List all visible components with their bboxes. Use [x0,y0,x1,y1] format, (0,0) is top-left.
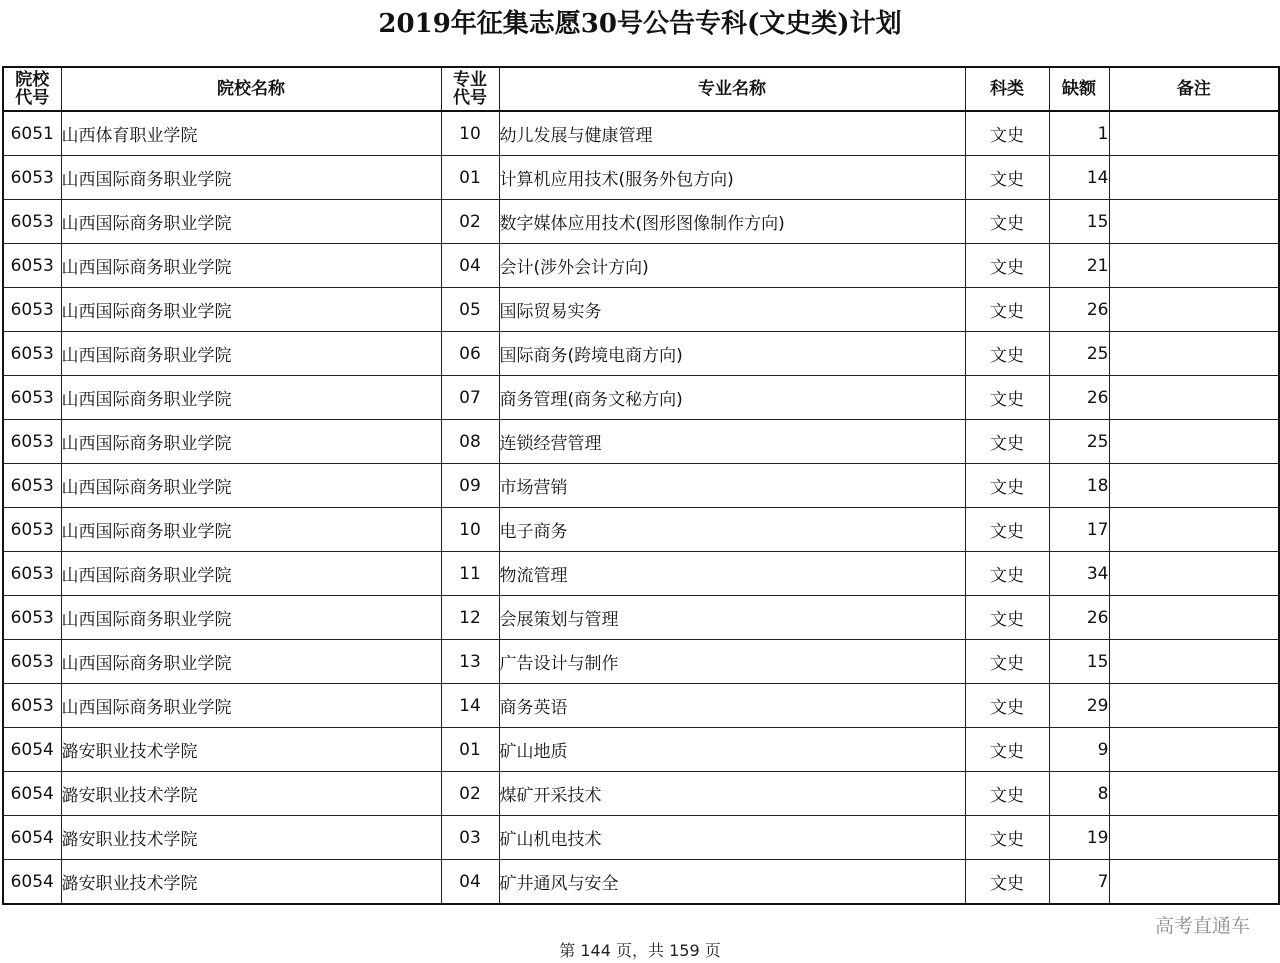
cell-category: 文史 [965,288,1049,332]
cell-major-code: 10 [441,111,499,156]
cell-school-code: 6054 [3,728,61,772]
cell-school-code: 6053 [3,156,61,200]
cell-school-name: 山西国际商务职业学院 [61,200,441,244]
cell-major-name: 电子商务 [499,508,965,552]
table-row [3,508,1279,552]
cell-major-name: 物流管理 [499,552,965,596]
plan-table [2,66,1280,905]
cell-school-name: 山西国际商务职业学院 [61,376,441,420]
table-header [3,67,1279,111]
table-body [3,111,1279,904]
cell-category: 文史 [965,508,1049,552]
cell-remarks [1109,552,1279,596]
cell-category: 文史 [965,552,1049,596]
table-row [3,860,1279,905]
cell-school-name: 山西国际商务职业学院 [61,464,441,508]
cell-school-name: 山西国际商务职业学院 [61,420,441,464]
header-school-code: 院校代号 [3,67,61,111]
cell-major-code: 10 [441,508,499,552]
cell-school-code: 6053 [3,552,61,596]
cell-school-name: 潞安职业技术学院 [61,816,441,860]
cell-major-name: 商务管理(商务文秘方向) [499,376,965,420]
cell-remarks [1109,596,1279,640]
table-row [3,552,1279,596]
header-quota: 缺额 [1049,67,1109,111]
cell-quota: 9 [1049,728,1109,772]
cell-category: 文史 [965,200,1049,244]
table-row [3,376,1279,420]
cell-quota: 14 [1049,156,1109,200]
cell-quota: 18 [1049,464,1109,508]
table-row [3,728,1279,772]
cell-school-code: 6053 [3,684,61,728]
cell-major-name: 国际贸易实务 [499,288,965,332]
cell-school-name: 潞安职业技术学院 [61,728,441,772]
cell-school-code: 6053 [3,332,61,376]
cell-school-code: 6054 [3,772,61,816]
cell-category: 文史 [965,156,1049,200]
cell-major-code: 12 [441,596,499,640]
cell-quota: 15 [1049,640,1109,684]
cell-remarks [1109,508,1279,552]
cell-major-code: 14 [441,684,499,728]
cell-category: 文史 [965,244,1049,288]
cell-remarks [1109,464,1279,508]
header-category: 科类 [965,67,1049,111]
cell-school-code: 6051 [3,111,61,156]
page-title: 2019年征集志愿30号公告专科(文史类)计划 [378,9,902,39]
cell-quota: 26 [1049,596,1109,640]
table-row [3,596,1279,640]
cell-quota: 17 [1049,508,1109,552]
cell-remarks [1109,860,1279,905]
cell-category: 文史 [965,640,1049,684]
cell-major-code: 04 [441,244,499,288]
cell-quota: 25 [1049,332,1109,376]
cell-major-name: 矿山地质 [499,728,965,772]
cell-major-code: 11 [441,552,499,596]
cell-school-code: 6054 [3,816,61,860]
cell-category: 文史 [965,111,1049,156]
cell-school-code: 6053 [3,376,61,420]
cell-quota: 19 [1049,816,1109,860]
cell-category: 文史 [965,816,1049,860]
cell-school-name: 山西国际商务职业学院 [61,288,441,332]
cell-school-name: 山西体育职业学院 [61,111,441,156]
cell-remarks [1109,684,1279,728]
cell-major-name: 市场营销 [499,464,965,508]
cell-quota: 15 [1049,200,1109,244]
cell-major-code: 09 [441,464,499,508]
table-row [3,772,1279,816]
cell-major-name: 矿山机电技术 [499,816,965,860]
cell-category: 文史 [965,332,1049,376]
cell-school-name: 山西国际商务职业学院 [61,244,441,288]
cell-major-name: 会展策划与管理 [499,596,965,640]
header-major-name: 专业名称 [499,67,965,111]
cell-school-name: 山西国际商务职业学院 [61,332,441,376]
cell-major-code: 01 [441,156,499,200]
cell-remarks [1109,728,1279,772]
table-row [3,200,1279,244]
cell-remarks [1109,420,1279,464]
cell-quota: 29 [1049,684,1109,728]
cell-school-code: 6053 [3,596,61,640]
cell-school-code: 6053 [3,244,61,288]
cell-remarks [1109,640,1279,684]
cell-major-name: 连锁经营管理 [499,420,965,464]
cell-school-name: 潞安职业技术学院 [61,772,441,816]
table-row [3,684,1279,728]
table-row [3,156,1279,200]
cell-category: 文史 [965,596,1049,640]
cell-remarks [1109,288,1279,332]
cell-quota: 26 [1049,376,1109,420]
cell-quota: 8 [1049,772,1109,816]
cell-school-code: 6053 [3,508,61,552]
cell-quota: 21 [1049,244,1109,288]
cell-remarks [1109,111,1279,156]
cell-major-code: 08 [441,420,499,464]
cell-category: 文史 [965,772,1049,816]
cell-remarks [1109,816,1279,860]
table-row [3,288,1279,332]
cell-category: 文史 [965,420,1049,464]
table-row [3,420,1279,464]
cell-major-name: 煤矿开采技术 [499,772,965,816]
cell-school-code: 6053 [3,200,61,244]
table-row [3,640,1279,684]
cell-category: 文史 [965,728,1049,772]
header-row [3,67,1279,111]
cell-school-name: 潞安职业技术学院 [61,860,441,905]
cell-major-code: 05 [441,288,499,332]
cell-major-name: 矿井通风与安全 [499,860,965,905]
cell-quota: 25 [1049,420,1109,464]
cell-school-name: 山西国际商务职业学院 [61,640,441,684]
table-row [3,464,1279,508]
cell-major-name: 会计(涉外会计方向) [499,244,965,288]
cell-major-code: 04 [441,860,499,905]
cell-quota: 34 [1049,552,1109,596]
watermark: 高考直通车 [1154,915,1250,937]
table-row [3,111,1279,156]
cell-quota: 7 [1049,860,1109,905]
header-major-code: 专业代号 [441,67,499,111]
cell-remarks [1109,332,1279,376]
cell-category: 文史 [965,684,1049,728]
cell-school-name: 山西国际商务职业学院 [61,156,441,200]
cell-major-name: 国际商务(跨境电商方向) [499,332,965,376]
cell-major-code: 07 [441,376,499,420]
cell-school-code: 6053 [3,640,61,684]
cell-major-name: 数字媒体应用技术(图形图像制作方向) [499,200,965,244]
header-remarks: 备注 [1109,67,1279,111]
cell-category: 文史 [965,376,1049,420]
cell-school-code: 6054 [3,860,61,905]
cell-major-code: 01 [441,728,499,772]
header-school-name: 院校名称 [61,67,441,111]
cell-major-name: 幼儿发展与健康管理 [499,111,965,156]
cell-category: 文史 [965,860,1049,905]
cell-school-name: 山西国际商务职业学院 [61,508,441,552]
cell-remarks [1109,156,1279,200]
table-row [3,816,1279,860]
cell-major-code: 02 [441,200,499,244]
cell-major-code: 02 [441,772,499,816]
cell-school-name: 山西国际商务职业学院 [61,596,441,640]
cell-school-name: 山西国际商务职业学院 [61,552,441,596]
cell-school-code: 6053 [3,464,61,508]
table-row [3,244,1279,288]
cell-school-code: 6053 [3,288,61,332]
cell-major-code: 06 [441,332,499,376]
cell-major-code: 03 [441,816,499,860]
cell-major-name: 商务英语 [499,684,965,728]
cell-remarks [1109,376,1279,420]
cell-major-name: 计算机应用技术(服务外包方向) [499,156,965,200]
cell-school-name: 山西国际商务职业学院 [61,684,441,728]
cell-school-code: 6053 [3,420,61,464]
cell-remarks [1109,200,1279,244]
cell-quota: 26 [1049,288,1109,332]
cell-category: 文史 [965,464,1049,508]
page-footer: 第 144 页，共 159 页 [559,941,721,960]
cell-major-name: 广告设计与制作 [499,640,965,684]
cell-major-code: 13 [441,640,499,684]
cell-remarks [1109,244,1279,288]
cell-remarks [1109,772,1279,816]
table-row [3,332,1279,376]
cell-quota: 1 [1049,111,1109,156]
